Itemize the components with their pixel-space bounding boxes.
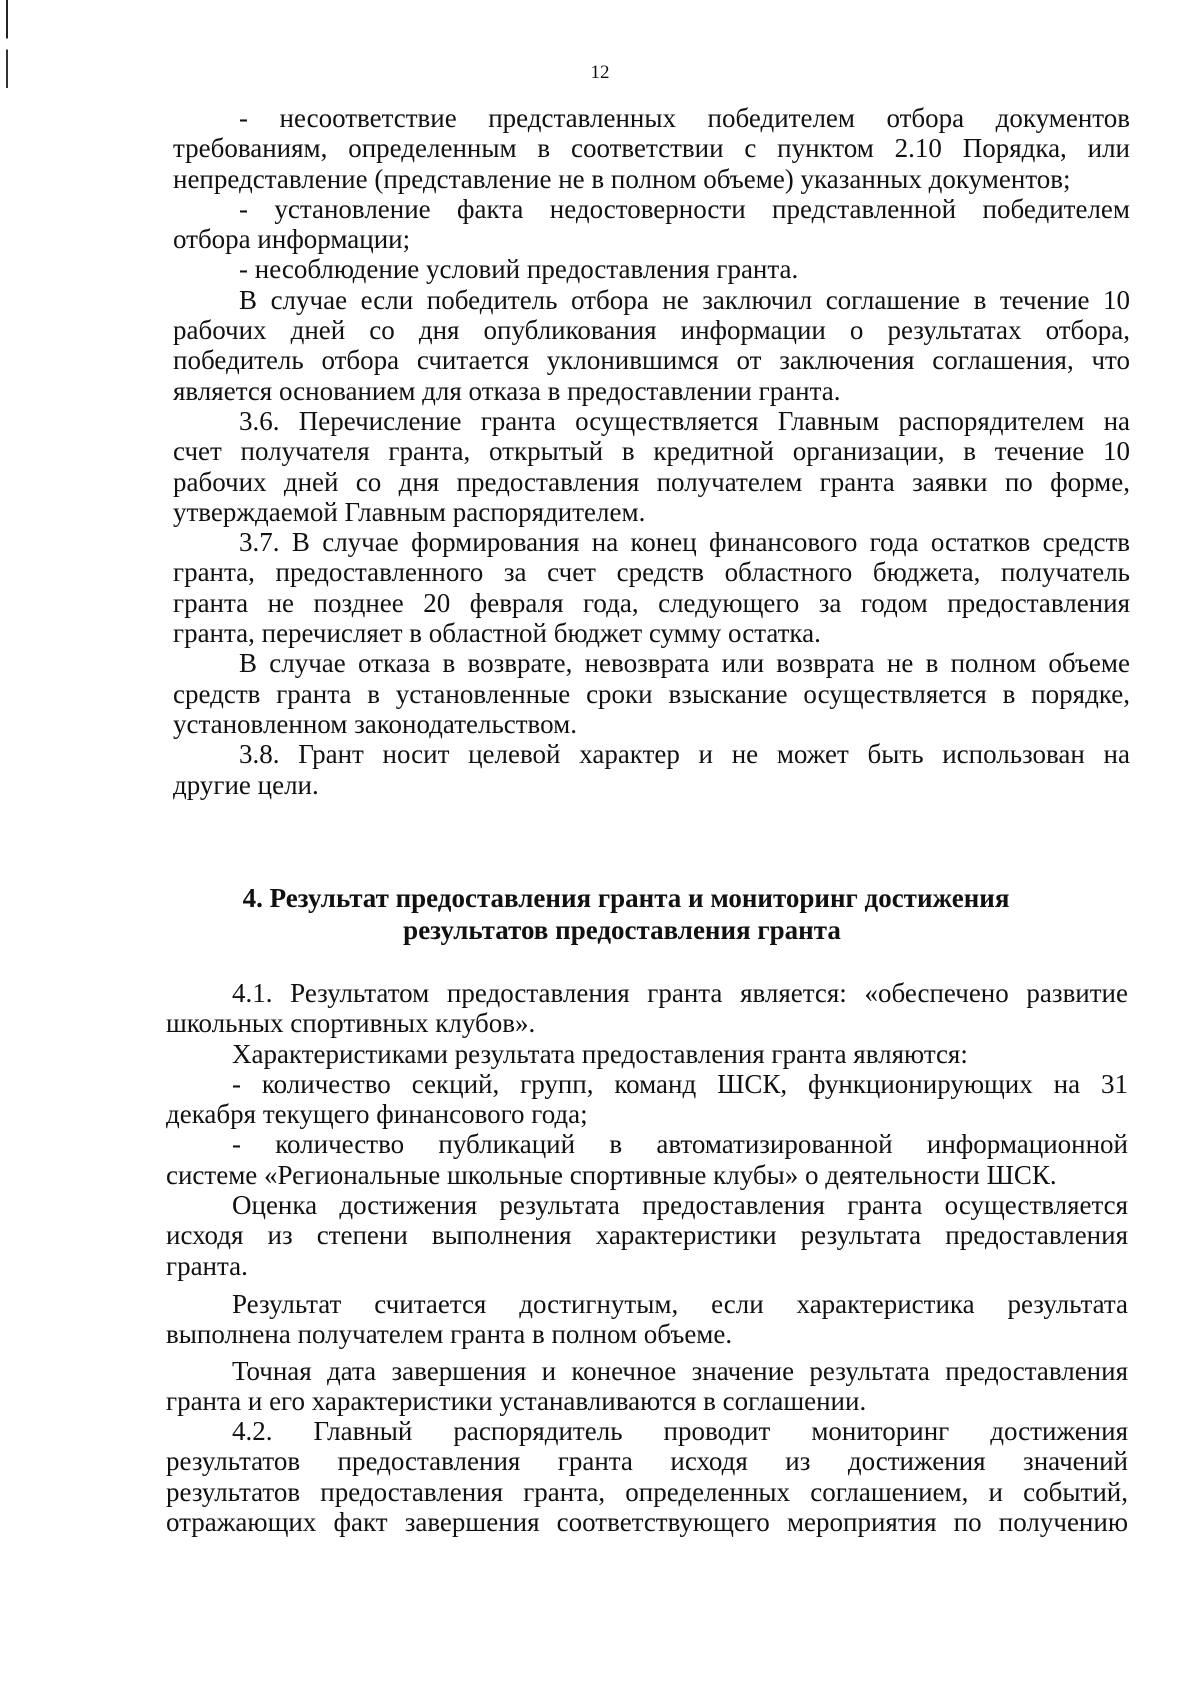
text-line: Оценка достижения результата предоставления гранта осуществляется — [232, 1190, 1128, 1221]
text-line: результатов предоставления гранта, определенных соглашением, и событий, — [166, 1476, 1128, 1507]
text-line: непредставление (представление не в полном объеме) указанных документов; — [173, 163, 1071, 194]
text-line: рабочих дней со дня предоставления получателем гранта заявки по форме, — [173, 466, 1130, 497]
section-4-text — [166, 978, 1128, 1537]
text-line: требованиям, определенным в соответствии с пунктом 2.10 Порядка, или — [173, 133, 1130, 164]
text-line: победитель отбора считается уклонившимся от заключения соглашения, что — [173, 345, 1130, 376]
text-line: Результат считается достигнутым, если характеристика результата — [232, 1288, 1128, 1319]
text-line: утверждаемой Главным распорядителем. — [173, 496, 646, 527]
text-line: результатов предоставления гранта исходя из достижения значений — [166, 1446, 1128, 1477]
text-line: 3.8. Грант носит целевой характер и не может быть использован на — [239, 739, 1130, 770]
text-line: системе «Региональные школьные спортивные клубы» о деятельности ШСК. — [166, 1159, 1057, 1190]
text-line: является основанием для отказа в предоставлении гранта. — [173, 375, 841, 406]
text-line: - установление факта недостоверности представленной победителем — [239, 193, 1130, 224]
text-line: рабочих дней со дня опубликования информации о результатах отбора, — [173, 315, 1130, 346]
text-line: 3.7. В случае формирования на конец финансового года остатков средств — [239, 527, 1130, 558]
text-line: гранта не позднее 20 февраля года, следующего за годом предоставления — [173, 587, 1130, 618]
text-line: школьных спортивных клубов». — [166, 1008, 536, 1039]
text-line: счет получателя гранта, открытый в кредитной организации, в течение 10 — [173, 436, 1130, 467]
text-line: В случае отказа в возврате, невозврата или возврата не в полном объеме — [239, 648, 1130, 679]
page-number: 12 — [590, 62, 610, 83]
text-line: Характеристиками результата предоставления гранта являются: — [232, 1038, 968, 1069]
text-line: 4.2. Главный распорядитель проводит мониторинг достижения — [232, 1416, 1128, 1447]
scan-edge-artifact — [6, 0, 8, 110]
text-line: гранта, предоставленного за счет средств областного бюджета, получатель — [173, 557, 1130, 588]
text-line: гранта, перечисляет в областной бюджет сумму остатка. — [173, 618, 821, 649]
text-line: другие цели. — [173, 769, 319, 800]
text-line: 4.1. Результатом предоставления гранта является: «обеспечено развитие — [232, 978, 1128, 1008]
text-line: гранта и его характеристики устанавливаются в соглашении. — [166, 1385, 867, 1416]
section-4-heading — [0, 882, 1200, 946]
text-line: выполнена получателем гранта в полном объеме. — [166, 1319, 733, 1350]
text-line: исходя из степени выполнения характеристики результата предоставления — [166, 1220, 1128, 1251]
text-line: средств гранта в установленные сроки взыскание осуществляется в порядке, — [173, 678, 1130, 709]
section-3-text — [173, 103, 1130, 800]
text-line: - несоблюдение условий предоставления гранта. — [239, 254, 799, 285]
text-line: гранта. — [166, 1250, 248, 1281]
text-line: - количество публикаций в автоматизированной информационной — [232, 1129, 1128, 1160]
heading-line: результатов предоставления гранта — [403, 915, 841, 945]
text-line: - количество секций, групп, команд ШСК, функционирующих на 31 — [232, 1068, 1128, 1099]
text-line: В случае если победитель отбора не заключил соглашение в течение 10 — [239, 284, 1130, 315]
text-line: отбора информации; — [173, 224, 411, 255]
text-line: отражающих факт завершения соответствующего мероприятия по получению — [166, 1507, 1128, 1538]
text-line: Точная дата завершения и конечное значение результата предоставления — [232, 1355, 1128, 1386]
heading-line: 4. Результат предоставления гранта и мониторинг достижения — [242, 883, 1010, 913]
text-line: 3.6. Перечисление гранта осуществляется Главным распорядителем на — [239, 405, 1130, 436]
text-line: декабря текущего финансового года; — [166, 1099, 588, 1130]
text-line: установленном законодательством. — [173, 708, 577, 739]
text-line: - несоответствие представленных победителем отбора документов — [239, 103, 1130, 133]
